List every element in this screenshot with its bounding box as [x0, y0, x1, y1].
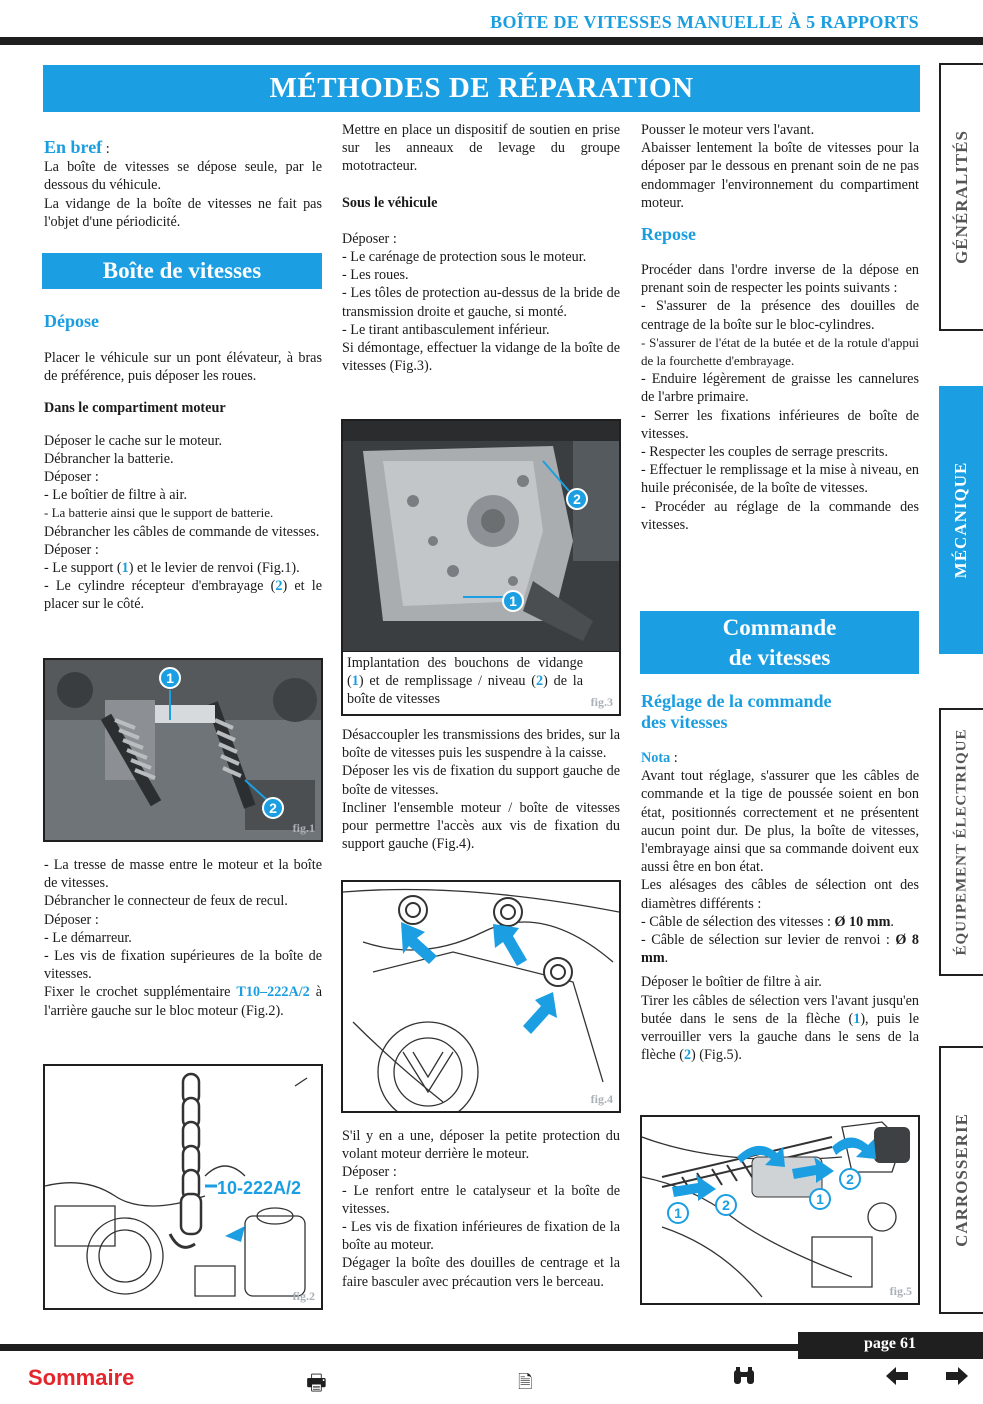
- tab-generalites-label: GÉNÉRALITÉS: [952, 130, 971, 264]
- header-rule: [0, 37, 983, 45]
- paragraph: Si démontage, effectuer la vidange de la boîte de vitesses (Fig.3).: [342, 340, 620, 375]
- arrow-left-icon[interactable]: [886, 1366, 908, 1392]
- column-3: [641, 121, 919, 534]
- document-icon[interactable]: 🗎: [518, 1372, 533, 1393]
- figure-4-label: fig.4: [590, 1092, 613, 1106]
- figure-3-marker-2: 2: [573, 491, 581, 507]
- tab-mecanique[interactable]: [939, 386, 983, 654]
- list-item: - Le carénage de protection sous le moteur.: [342, 249, 587, 266]
- tab-equipement-label: ÉQUIPEMENT ÉLECTRIQUE: [953, 728, 970, 956]
- tab-mecanique-label: MÉCANIQUE: [951, 461, 970, 579]
- paragraph: Les alésages des câbles de sélection ont des diamètres différents :: [641, 877, 919, 912]
- list-item: - Les vis de fixation inférieures de fixation de la boîte au moteur.: [342, 1219, 620, 1254]
- header-title: BOÎTE DE VITESSES MANUELLE À 5 RAPPORTS: [490, 12, 919, 32]
- sommaire-link[interactable]: Sommaire: [28, 1365, 135, 1390]
- page-number: page 61: [864, 1335, 916, 1352]
- paragraph: Déposer le cache sur le moteur.: [44, 432, 223, 449]
- paragraph: Mettre en place un dispositif de soutien en prise sur les anneaux de levage du groupe mototracteur.: [342, 122, 620, 175]
- section-banner-commande: Commande de vitesses: [640, 611, 919, 674]
- paragraph: Abaisser lentement la boîte de vitesses pour la déposer par le dessous en prenant soin de ne pas endommager l'environnement du compartiment moteur.: [641, 140, 919, 211]
- reglage-heading: Réglage de la commande des vitesses: [641, 691, 832, 732]
- tab-generalites[interactable]: [939, 63, 983, 331]
- list-item: - Les roues.: [342, 267, 409, 284]
- subheading: Sous le véhicule: [342, 194, 438, 211]
- list-item: - Effectuer le remplissage et la mise à niveau, en huile préconisée, de la boîte de vitesses.: [641, 462, 919, 497]
- paragraph: Pousser le moteur vers l'avant.: [641, 122, 815, 138]
- tab-carrosserie-label: CARROSSERIE: [952, 1113, 971, 1247]
- nota-label: Nota: [641, 750, 671, 766]
- list-item: - Les tôles de protection au-dessus de la bride de transmission droite et gauche, si monté.: [342, 285, 620, 320]
- column-2-continued: [342, 726, 620, 853]
- list-item: - S'assurer de la présence des douilles de centrage de la boîte sur le bloc-cylindres.: [641, 298, 919, 333]
- figure-5-marker-1b: 1: [816, 1191, 824, 1207]
- column-1-continued: [44, 856, 322, 1020]
- paragraph: Dégager la boîte des douilles de centrage et la faire basculer avec précaution vers le berceau.: [342, 1255, 620, 1290]
- list-item: - Les vis de fixation supérieures de la boîte de vitesses.: [44, 948, 322, 983]
- column-2-bottom: [342, 1127, 620, 1291]
- figure-1-marker-1: 1: [166, 670, 174, 686]
- list-item: - Procéder au réglage de la commande des vitesses.: [641, 498, 919, 533]
- list-item: - La batterie ainsi que le support de batterie.: [44, 505, 274, 521]
- page-banner: MÉTHODES DE RÉPARATION: [43, 65, 920, 112]
- figure-5-marker-1a: 1: [674, 1205, 682, 1221]
- list-item: - Le cylindre récepteur d'embrayage (2) et le placer sur le côté.: [44, 578, 323, 613]
- list-item: - Le démarreur.: [44, 929, 132, 946]
- paragraph: Déposer :: [342, 1164, 397, 1181]
- list-item: - Enduire légèrement de graisse les cannelures de l'arbre primaire.: [641, 371, 919, 406]
- subheading: Dans le compartiment moteur: [44, 400, 226, 417]
- figure-1-marker-2: 2: [269, 800, 277, 816]
- figure-5-marker-2a: 2: [722, 1197, 730, 1213]
- paragraph: Procéder dans l'ordre inverse de la dépose en prenant soin de respecter les points suivants :: [641, 262, 919, 297]
- paragraph: Débrancher le connecteur de feux de recul.: [44, 893, 288, 910]
- paragraph: Placer le véhicule sur un pont élévateur, à bras de préférence, puis déposer les roues.: [44, 350, 322, 385]
- paragraph: Débrancher les câbles de commande de vitesses.: [44, 523, 320, 540]
- binoculars-icon[interactable]: [732, 1366, 756, 1392]
- paragraph: La boîte de vitesses se dépose seule, par le dessous du véhicule.: [44, 159, 322, 194]
- list-item: - Le renfort entre le catalyseur et la boîte de vitesses.: [342, 1182, 620, 1217]
- figure-2-illustration: [45, 1066, 321, 1308]
- column-3-continued: Réglage de la commande des vitesses Nota : Avant tout réglage, s'assurer que les câbles de commande et la tige de poussée soient en bon état, positionnés correctement et ne présentent aucun point dur. De plus, la boîte de vitesses, l'embrayage ainsi que sa commande doivent eux aussi être en bon état. Les alésages des câbles de sélection ont des diamètres différents : - Câble de sélection des vitesses : Ø 10 mm. - Câble de sélection sur levier de renvoi : Ø 8 mm. Déposer le boîtier de filtre à air. Tirer les câbles de sélection vers l'avant jusqu'en butée dans le sens de la flèche (1), puis le verrouiller vers la gauche dans le sens de la flèche (2) (Fig.5).: [641, 691, 919, 1064]
- paragraph: Déposer les vis de fixation du support gauche de boîte de vitesses.: [342, 763, 620, 798]
- figure-3-caption: Implantation des bouchons de vidange (1) et de remplissage / niveau (2) de la boîte de vitesses: [343, 651, 619, 711]
- column-2: [342, 121, 620, 375]
- paragraph: Désaccoupler les transmissions des brides, sur la boîte de vitesses puis les suspendre à la caisse.: [342, 727, 620, 762]
- depose-heading: Dépose: [44, 311, 99, 332]
- figure-2: [43, 1064, 323, 1310]
- footer-rule: [0, 1344, 800, 1351]
- list-item: - S'assurer de l'état de la butée et de la rotule d'appui de la fourchette d'embrayage.: [641, 334, 919, 369]
- paragraph: Déposer :: [44, 911, 99, 928]
- list-item: - Le support (1) et le levier de renvoi (Fig.1).: [44, 560, 300, 577]
- figure-5: [640, 1115, 920, 1305]
- figure-5-marker-2b: 2: [846, 1171, 854, 1187]
- arrow-right-icon[interactable]: [946, 1366, 968, 1392]
- figure-3-label: fig.3: [590, 695, 613, 709]
- paragraph: Fixer le crochet supplémentaire T10–222A/2 à l'arrière gauche sur le bloc moteur (Fig.2).: [44, 984, 322, 1019]
- figure-5-illustration: [642, 1117, 918, 1303]
- list-item: - Le boîtier de filtre à air.: [44, 487, 187, 504]
- figure-3-illustration: [343, 421, 619, 651]
- figure-3: [341, 419, 621, 716]
- repose-heading: Repose: [641, 224, 696, 245]
- tab-carrosserie[interactable]: [939, 1046, 983, 1314]
- paragraph: La vidange de la boîte de vitesses ne fait pas l'objet d'une périodicité.: [44, 195, 322, 230]
- paragraph: Déposer :: [44, 469, 99, 486]
- paragraph: Débrancher la batterie.: [44, 450, 174, 467]
- paragraph: Déposer le boîtier de filtre à air.: [641, 974, 822, 991]
- list-item: - Câble de sélection sur levier de renvoi : Ø 8 mm.: [641, 932, 919, 967]
- list-item: - Serrer les fixations inférieures de boîte de vitesses.: [641, 407, 919, 442]
- section-banner-boite: Boîte de vitesses: [42, 253, 322, 289]
- figure-2-tool-label: 10-222A/2: [217, 1178, 302, 1198]
- list-item: - Respecter les couples de serrage prescrits.: [641, 444, 888, 461]
- figure-2-label: fig.2: [292, 1289, 315, 1303]
- paragraph: Déposer :: [44, 541, 99, 558]
- paragraph: Tirer les câbles de sélection vers l'avant jusqu'en butée dans le sens de la flèche (1), puis le verrouiller vers la gauche dans le sens de la flèche (2) (Fig.5).: [641, 992, 919, 1064]
- figure-4-illustration: [343, 882, 619, 1111]
- paragraph: Avant tout réglage, s'assurer que les câbles de commande et la tige de poussée soient en bon état, positionnés correctement et ne présentent aucun point dur. De plus, la boîte de vitesses, l'embrayage ainsi que sa commande doivent eux aussi être en bon état.: [641, 768, 919, 876]
- figure-1: [43, 658, 323, 842]
- paragraph: Incliner l'ensemble moteur / boîte de vitesses pour permettre l'accès aux vis de fixation du support gauche (Fig.4).: [342, 799, 620, 853]
- printer-icon[interactable]: 🖶: [306, 1371, 327, 1396]
- paragraph: S'il y en a une, déposer la petite protection du volant moteur derrière le moteur.: [342, 1128, 620, 1163]
- figure-1-label: fig.1: [292, 821, 315, 835]
- tab-equipement[interactable]: [939, 708, 983, 976]
- figure-4: [341, 880, 621, 1113]
- list-item: - Câble de sélection des vitesses : Ø 10 mm.: [641, 913, 894, 930]
- column-1: En bref : La boîte de vitesses se dépose seule, par le dessous du véhicule. La vidange de la boîte de vitesses ne fait pas l'objet d'une périodicité. Boîte de vitesses Dépose Placer le véhicule sur un pont élévateur, à bras de préférence, puis déposer les roues. Dans le compartiment moteur Déposer le cache sur le moteur. Débrancher la batterie. Déposer : - Le boîtier de filtre à air. - La batterie ainsi que le support de batterie. Débrancher les câbles de commande de vitesses. Déposer : - Le support (1) et le levier de renvoi (Fig.1). - Le cylindre récepteur d'embrayage (2) et le placer sur le côté.: [44, 137, 323, 613]
- figure-5-label: fig.5: [889, 1284, 912, 1298]
- list-item: - La tresse de masse entre le moteur et la boîte de vitesses.: [44, 857, 322, 892]
- list-item: - Le tirant antibasculement inférieur.: [342, 321, 550, 338]
- en-bref-heading: En bref: [44, 137, 103, 157]
- paragraph: Déposer :: [342, 230, 397, 247]
- figure-3-marker-1: 1: [509, 593, 517, 609]
- figure-1-illustration: [45, 660, 321, 840]
